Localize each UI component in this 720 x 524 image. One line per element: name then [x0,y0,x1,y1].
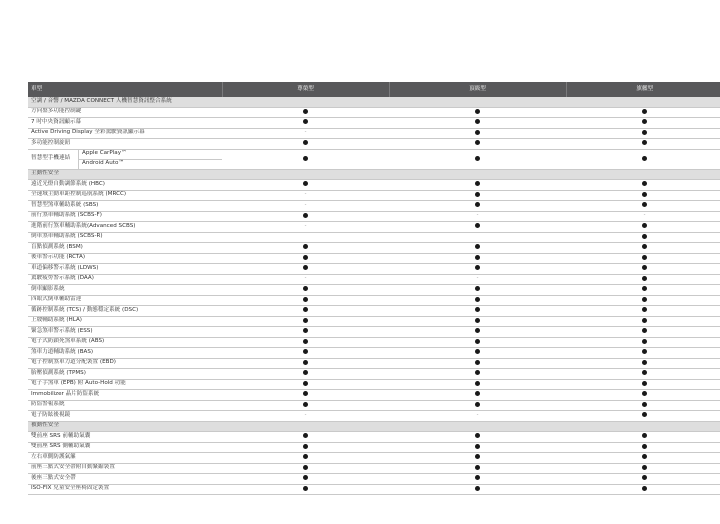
trim-value-cell [566,400,720,411]
standard-dot-icon [303,433,308,438]
trim-value-cell [389,358,566,369]
feature-row [28,316,720,327]
trim-value-cell [566,358,720,369]
standard-dot-icon [642,119,647,124]
feature-row [28,432,720,443]
standard-dot-icon [475,433,480,438]
feature-label: 胎壓偵測系統 (TPMS) [28,369,222,380]
standard-dot-icon [642,140,647,145]
feature-label: 防盜警報系統 [28,400,222,411]
standard-dot-icon [642,318,647,323]
trim-value-cell [222,442,389,453]
standard-dot-icon [303,444,308,449]
trim-value-cell [566,337,720,348]
standard-dot-icon [303,339,308,344]
not-available-mark: - [304,222,307,229]
standard-dot-icon [303,119,308,124]
trim-value-cell [566,253,720,264]
trim-value-cell [222,484,389,495]
standard-dot-icon [642,255,647,260]
standard-dot-icon [475,454,480,459]
trim-value-cell [222,139,389,150]
feature-label: 後座三點式安全帶 [28,474,222,485]
header-row [28,82,720,97]
trim-value-cell [222,285,389,296]
feature-label: 前座三點式安全帶附自動緊縮裝置 [28,463,222,474]
feature-row [28,201,720,212]
standard-dot-icon [642,349,647,354]
feature-row [28,474,720,485]
feature-label: 後車警示功能 (RCTA) [28,253,222,264]
feature-row [28,243,720,254]
trim-value-cell [566,285,720,296]
trim-value-cell [389,327,566,338]
not-available-mark: - [304,411,307,418]
feature-row [28,337,720,348]
trim-value-cell [222,149,389,169]
standard-dot-icon [475,381,480,386]
trim-value-cell [222,390,389,401]
feature-label: 左右車側防護氣簾 [28,453,222,464]
standard-dot-icon [303,244,308,249]
standard-dot-icon [475,244,480,249]
standard-dot-icon [475,255,480,260]
trim-value-cell [566,411,720,422]
standard-dot-icon [475,286,480,291]
trim-value-cell [389,107,566,118]
standard-dot-icon [642,244,647,249]
trim-value-cell [222,316,389,327]
standard-dot-icon [303,255,308,260]
trim-value-cell [389,432,566,443]
trim-value-cell [389,484,566,495]
standard-dot-icon [475,486,480,491]
feature-label: 進階前行煞車輔助系統(Advanced SCBS) [28,222,222,233]
standard-dot-icon [303,140,308,145]
standard-dot-icon [303,109,308,114]
trim-value-cell [222,118,389,129]
standard-dot-icon [475,297,480,302]
trim-value-cell [222,337,389,348]
standard-dot-icon [475,391,480,396]
trim-value-cell [389,211,566,222]
feature-row [28,463,720,474]
feature-label: 煞車力道輔助系統 (BAS) [28,348,222,359]
trim-value-cell [566,348,720,359]
feature-label: 緊急煞車警示系統 (ESS) [28,327,222,338]
trim-value-cell [389,369,566,380]
feature-row [28,264,720,275]
feature-label: 智慧型煞車輔助系統 (SBS) [28,201,222,212]
standard-dot-icon [303,318,308,323]
feature-cell [28,149,222,169]
trim-value-cell [222,107,389,118]
trim-value-cell [389,348,566,359]
standard-dot-icon [642,402,647,407]
trim-value-cell [389,442,566,453]
not-available-mark: - [304,191,307,198]
feature-row [28,274,720,285]
section-title: 主動性安全 [28,169,720,180]
section-header [28,421,720,432]
standard-dot-icon [642,370,647,375]
standard-dot-icon [475,156,480,161]
standard-dot-icon [303,475,308,480]
standard-dot-icon [475,402,480,407]
trim-value-cell [389,274,566,285]
feature-option: Apple CarPlay™ [82,150,127,157]
not-available-mark: - [304,275,307,282]
trim-value-cell [566,484,720,495]
feature-row [28,107,720,118]
not-available-mark: - [304,129,307,136]
feature-label: 電子式防鎖死煞車系統 (ABS) [28,337,222,348]
not-available-mark: - [304,201,307,208]
feature-row [28,180,720,191]
trim-value-cell [222,348,389,359]
feature-row [28,400,720,411]
standard-dot-icon [303,486,308,491]
standard-dot-icon [642,265,647,270]
trim-value-cell [389,390,566,401]
trim-value-cell [389,411,566,422]
trim-value-cell [389,316,566,327]
trim-value-cell [222,264,389,275]
standard-dot-icon [642,234,647,239]
standard-dot-icon [475,265,480,270]
standard-dot-icon [303,265,308,270]
trim-value-cell [222,327,389,338]
trim-value-cell [389,180,566,191]
standard-dot-icon [475,475,480,480]
standard-dot-icon [642,360,647,365]
section-header [28,97,720,107]
standard-dot-icon [642,454,647,459]
standard-dot-icon [303,297,308,302]
trim-value-cell [222,190,389,201]
trim-value-cell [566,306,720,317]
standard-dot-icon [642,465,647,470]
standard-dot-icon [642,297,647,302]
feature-row [28,442,720,453]
standard-dot-icon [303,454,308,459]
trim-value-cell [389,295,566,306]
feature-row [28,484,720,495]
trim-value-cell [389,253,566,264]
standard-dot-icon [642,486,647,491]
trim-value-cell [222,379,389,390]
feature-label: 雙前座 SRS 側輔助氣囊 [28,442,222,453]
trim-value-cell [389,337,566,348]
trim-value-cell [222,243,389,254]
trim-value-cell [389,400,566,411]
trim-value-cell [566,432,720,443]
standard-dot-icon [642,192,647,197]
feature-label: 倒車顯影系統 [28,285,222,296]
trim-value-cell [389,243,566,254]
trim-value-cell [222,411,389,422]
standard-dot-icon [475,307,480,312]
trim-value-cell [389,232,566,243]
header-model: 車型 [28,82,222,97]
feature-option: Android Auto™ [79,159,222,169]
trim-value-cell [389,264,566,275]
feature-row [28,453,720,464]
feature-row [28,295,720,306]
feature-row [28,211,720,222]
trim-value-cell [566,264,720,275]
trim-value-cell [389,306,566,317]
standard-dot-icon [642,223,647,228]
feature-row [28,222,720,233]
trim-value-cell [222,306,389,317]
feature-row [28,390,720,401]
trim-value-cell [389,379,566,390]
feature-label: 四眼式倒車輔助雷達 [28,295,222,306]
standard-dot-icon [475,339,480,344]
not-available-mark: - [476,411,479,418]
standard-dot-icon [642,202,647,207]
header-trim-1: 尊榮型 [222,82,389,97]
standard-dot-icon [475,223,480,228]
feature-label: 前行煞車輔助系統 (SCBS-F) [28,211,222,222]
standard-dot-icon [303,286,308,291]
section-title: 空調 / 音響 / MAZDA CONNECT 人機智慧資訊整合系統 [28,97,720,107]
feature-row [28,128,720,139]
not-available-mark: - [476,212,479,219]
trim-value-cell [566,369,720,380]
trim-value-cell [566,128,720,139]
spec-table [28,82,720,495]
feature-label: 倒車煞車輔助系統 (SCBS-R) [28,232,222,243]
trim-value-cell [566,139,720,150]
trim-value-cell [222,463,389,474]
trim-value-cell [389,285,566,296]
feature-label: 盲點偵測系統 (BSM) [28,243,222,254]
standard-dot-icon [642,475,647,480]
trim-value-cell [566,295,720,306]
standard-dot-icon [642,433,647,438]
standard-dot-icon [303,156,308,161]
standard-dot-icon [642,339,647,344]
feature-row [28,253,720,264]
trim-value-cell [222,232,389,243]
standard-dot-icon [475,109,480,114]
trim-value-cell [566,453,720,464]
standard-dot-icon [642,286,647,291]
trim-value-cell [566,379,720,390]
trim-value-cell [566,463,720,474]
trim-value-cell [389,139,566,150]
standard-dot-icon [475,328,480,333]
trim-value-cell [566,107,720,118]
feature-label: 智慧型手機連結 [31,155,71,162]
standard-dot-icon [475,360,480,365]
section-header [28,169,720,180]
feature-row [28,306,720,317]
trim-value-cell [389,463,566,474]
standard-dot-icon [475,465,480,470]
standard-dot-icon [642,276,647,281]
feature-row [28,327,720,338]
trim-value-cell [389,190,566,201]
feature-row [28,411,720,422]
trim-value-cell [222,369,389,380]
feature-label: 雙前座 SRS 前輔助氣囊 [28,432,222,443]
standard-dot-icon [475,192,480,197]
trim-value-cell [222,222,389,233]
standard-dot-icon [642,307,647,312]
not-available-mark: - [476,275,479,282]
trim-value-cell [566,327,720,338]
standard-dot-icon [642,412,647,417]
spec-body [28,97,720,495]
feature-with-options [28,150,222,169]
standard-dot-icon [642,181,647,186]
feature-options [78,150,222,169]
trim-value-cell [389,128,566,139]
trim-value-cell [389,222,566,233]
trim-value-cell [566,180,720,191]
trim-value-cell [222,358,389,369]
feature-row [28,379,720,390]
trim-value-cell [566,243,720,254]
not-available-mark: - [643,212,646,219]
trim-value-cell [566,274,720,285]
feature-label: 駕駛疲勞警示系統 (DAA) [28,274,222,285]
standard-dot-icon [475,370,480,375]
standard-dot-icon [475,140,480,145]
trim-value-cell [566,474,720,485]
trim-value-cell [566,190,720,201]
trim-value-cell [566,211,720,222]
feature-label: Active Driving Display 全彩駕駛資訊顯示幕 [28,128,222,139]
feature-label: 電子防眩後視鏡 [28,411,222,422]
standard-dot-icon [475,318,480,323]
standard-dot-icon [642,391,647,396]
feature-label: 7 吋中央資訊顯示幕 [28,118,222,129]
trim-value-cell [566,232,720,243]
standard-dot-icon [303,391,308,396]
trim-value-cell [566,149,720,169]
standard-dot-icon [642,130,647,135]
trim-value-cell [566,442,720,453]
trim-value-cell [566,118,720,129]
trim-value-cell [222,453,389,464]
feature-label: 循跡控制系統 (TCS) / 動態穩定系統 (DSC) [28,306,222,317]
standard-dot-icon [475,119,480,124]
feature-row [28,149,720,169]
header-trim-3: 旗艦型 [566,82,720,97]
standard-dot-icon [475,130,480,135]
feature-row [28,285,720,296]
standard-dot-icon [303,465,308,470]
trim-value-cell [389,201,566,212]
standard-dot-icon [475,202,480,207]
feature-row [28,369,720,380]
standard-dot-icon [303,307,308,312]
standard-dot-icon [642,109,647,114]
standard-dot-icon [475,349,480,354]
standard-dot-icon [303,360,308,365]
feature-label: 全速域主動車距控制巡航系統 (MRCC) [28,190,222,201]
feature-label: 上坡輔助系統 (HLA) [28,316,222,327]
trim-value-cell [389,149,566,169]
feature-row [28,232,720,243]
feature-label: 多功能控制旋鈕 [28,139,222,150]
trim-value-cell [389,118,566,129]
trim-value-cell [222,274,389,285]
feature-row [28,118,720,129]
standard-dot-icon [475,444,480,449]
feature-label: 電子控制煞車力道分配裝置 (EBD) [28,358,222,369]
feature-label: 遠近光燈自動調節系統 (HBC) [28,180,222,191]
trim-value-cell [566,222,720,233]
standard-dot-icon [303,349,308,354]
feature-label: 電子手煞車 (EPB) 附 Auto-Hold 功能 [28,379,222,390]
feature-row [28,139,720,150]
trim-value-cell [222,295,389,306]
standard-dot-icon [475,181,480,186]
trim-value-cell [222,180,389,191]
trim-value-cell [222,432,389,443]
trim-value-cell [222,400,389,411]
feature-row [28,358,720,369]
feature-label: 車道偏移警示系統 (LDWS) [28,264,222,275]
trim-value-cell [222,474,389,485]
standard-dot-icon [642,444,647,449]
trim-value-cell [222,201,389,212]
standard-dot-icon [642,381,647,386]
header-trim-2: 頂級型 [389,82,566,97]
trim-value-cell [389,474,566,485]
feature-label: Immobilizer 晶片防盜系統 [28,390,222,401]
trim-value-cell [566,316,720,327]
standard-dot-icon [303,402,308,407]
trim-value-cell [566,390,720,401]
feature-row [28,348,720,359]
feature-label: ISO-FIX 兒童安全座椅固定裝置 [28,484,222,495]
standard-dot-icon [642,328,647,333]
standard-dot-icon [303,213,308,218]
standard-dot-icon [303,381,308,386]
standard-dot-icon [303,328,308,333]
section-title: 被動性安全 [28,421,720,432]
trim-value-cell [222,128,389,139]
feature-label: 方向盤多功能控制鍵 [28,107,222,118]
trim-value-cell [389,453,566,464]
standard-dot-icon [303,181,308,186]
feature-row [28,190,720,201]
trim-value-cell [566,201,720,212]
standard-dot-icon [642,156,647,161]
trim-value-cell [222,211,389,222]
standard-dot-icon [303,370,308,375]
trim-value-cell [222,253,389,264]
